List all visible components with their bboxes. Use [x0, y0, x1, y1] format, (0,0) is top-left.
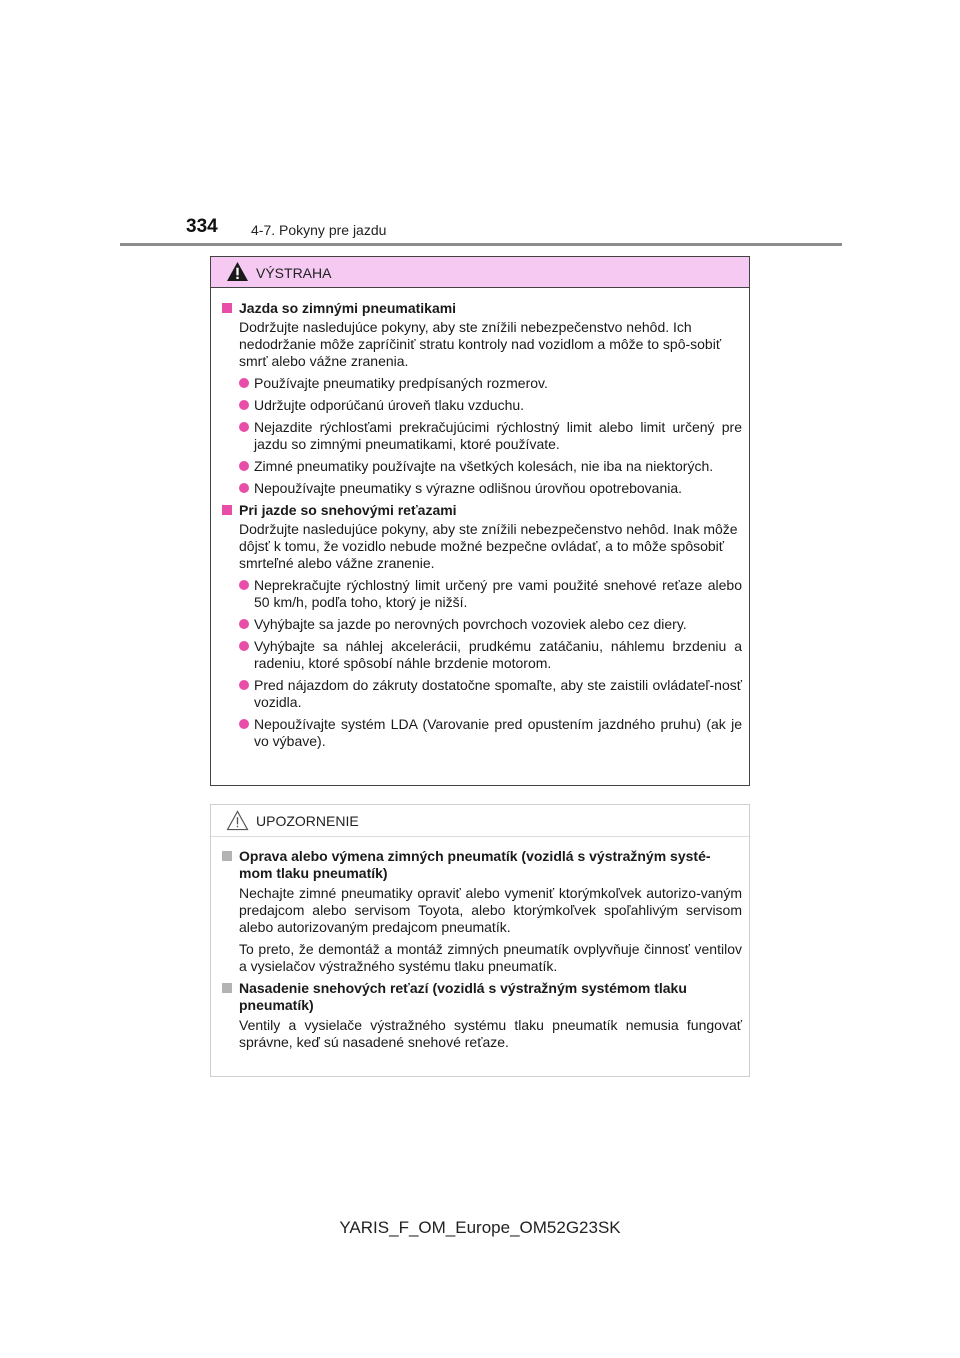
warning-group-intro: Dodržujte nasledujúce pokyny, aby ste znížili nebezpečenstvo nehôd. Inak môže dôjsť k tomu, že vozidlo nebude možné bezpečne ovládať, a to môže spôsobiť smrteľné alebo vážne zranenie. — [239, 521, 738, 571]
warning-group-heading: Jazda so zimnými pneumatikami — [221, 300, 742, 317]
round-bullet-icon — [239, 680, 249, 690]
warning-triangle-outline-icon — [226, 810, 249, 831]
warning-box-header — [211, 257, 749, 288]
notice-box-header — [211, 805, 749, 837]
header-divider — [120, 243, 842, 246]
list-item: Používajte pneumatiky predpísaných rozmerov. — [221, 375, 742, 392]
section-title: 4-7. Pokyny pre jazdu — [251, 222, 387, 238]
round-bullet-icon — [239, 483, 249, 493]
notice-paragraph: Nechajte zimné pneumatiky opraviť alebo vymeniť ktorýmkoľvek autorizo-vaným predajcom alebo servisom Toyota, alebo ktorýmkoľvek spoľahlivým servisom alebo autorizovaným predajcom pneumatík. — [239, 885, 742, 935]
warning-box — [210, 256, 750, 786]
warning-group-snow-chains — [221, 502, 742, 750]
warning-title: VÝSTRAHA — [256, 265, 332, 281]
warning-body — [211, 288, 749, 750]
list-item: Nepoužívajte pneumatiky s výrazne odlišnou úrovňou opotrebovania. — [221, 480, 742, 497]
list-item: Vyhýbajte sa náhlej akcelerácii, prudkému zatáčaniu, náhlemu brzdeniu a radeniu, ktoré spôsobí náhle brzdenie motorom. — [221, 638, 742, 672]
notice-paragraph: Ventily a vysielače výstražného systému tlaku pneumatík nemusia fungovať správne, keď sú nasadené snehové reťaze. — [239, 1017, 742, 1050]
round-bullet-icon — [239, 719, 249, 729]
page-number: 334 — [186, 216, 218, 237]
list-item: Nepoužívajte systém LDA (Varovanie pred opustením jazdného pruhu) (ak je vo výbave). — [221, 716, 742, 750]
notice-box — [210, 804, 750, 1077]
notice-paragraph: To preto, že demontáž a montáž zimných pneumatík ovplyvňuje činnosť ventilov a vysielačov výstražného systému tlaku pneumatík. — [239, 941, 742, 974]
round-bullet-icon — [239, 461, 249, 471]
warning-group-heading: Pri jazde so snehovými reťazami — [221, 502, 742, 519]
warning-group-intro: Dodržujte nasledujúce pokyny, aby ste znížili nebezpečenstvo nehôd. Ich nedodržanie môže zapríčiniť stratu kontroly nad vozidlom a môže to spô-sobiť smrť alebo vážne zranenia. — [239, 319, 722, 369]
list-item: Pred nájazdom do zákruty dostatočne spomaľte, aby ste zaistili ovládateľ-nosť vozidla. — [221, 677, 742, 711]
notice-title: UPOZORNENIE — [256, 813, 359, 829]
warning-triangle-filled-icon — [226, 261, 249, 282]
list-item: Nejazdite rýchlosťami prekračujúcimi rýchlostný limit alebo limit určený pre jazdu so zimnými pneumatikami, ktoré používate. — [221, 419, 742, 453]
square-bullet-icon — [222, 851, 232, 861]
list-item: Vyhýbajte sa jazde po nerovných povrchoch vozoviek alebo cez diery. — [221, 616, 742, 633]
square-bullet-icon — [222, 983, 232, 993]
round-bullet-icon — [239, 400, 249, 410]
notice-group-tire-repair — [221, 848, 742, 975]
footer-document-id: YARIS_F_OM_Europe_OM52G23SK — [339, 1218, 621, 1237]
notice-body — [211, 837, 749, 1051]
list-item: Udržujte odporúčanú úroveň tlaku vzduchu. — [221, 397, 742, 414]
round-bullet-icon — [239, 641, 249, 651]
square-bullet-icon — [222, 303, 232, 313]
round-bullet-icon — [239, 378, 249, 388]
list-item: Zimné pneumatiky používajte na všetkých kolesách, nie iba na niektorých. — [221, 458, 742, 475]
notice-group-heading: Nasadenie snehových reťazí (vozidlá s výstražným systémom tlaku pneumatík) — [221, 980, 742, 1014]
round-bullet-icon — [239, 422, 249, 432]
warning-group-winter-tires — [221, 300, 742, 497]
notice-group-snow-chains — [221, 980, 742, 1051]
list-item: Neprekračujte rýchlostný limit určený pre vami použité snehové reťaze alebo 50 km/h, podľa toho, ktorý je nižší. — [221, 577, 742, 611]
page-header — [0, 0, 960, 250]
notice-group-heading: Oprava alebo výmena zimných pneumatík (vozidlá s výstražným systé-mom tlaku pneumatík) — [221, 848, 742, 882]
square-bullet-icon — [222, 505, 232, 515]
round-bullet-icon — [239, 580, 249, 590]
round-bullet-icon — [239, 619, 249, 629]
